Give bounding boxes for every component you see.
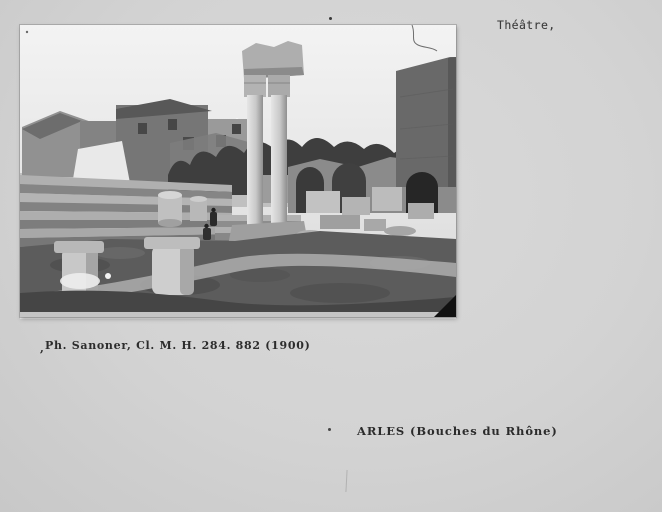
typed-label-theatre: Théâtre, bbox=[497, 18, 556, 32]
photograph bbox=[20, 25, 456, 317]
sky-speck bbox=[26, 31, 28, 33]
photo-credit-caption: Ph. Sanoner, Cl. M. H. 284. 882 (1900) bbox=[45, 339, 311, 352]
faint-scratch bbox=[345, 470, 347, 492]
stray-comma-mark: , bbox=[40, 342, 44, 355]
photo-scene bbox=[20, 25, 456, 317]
ink-dot bbox=[329, 17, 332, 20]
location-caption: ARLES (Bouches du Rhône) bbox=[357, 424, 558, 438]
ink-dot-before-location bbox=[328, 428, 331, 431]
print-edge bbox=[20, 312, 456, 317]
